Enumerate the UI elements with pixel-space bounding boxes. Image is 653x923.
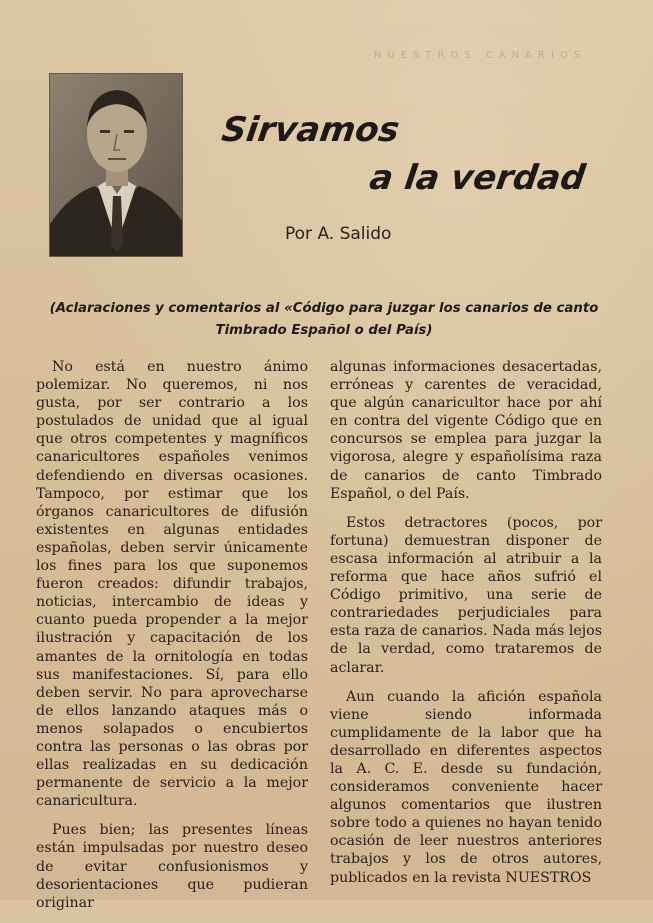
byline: Por A. Salido: [285, 224, 392, 244]
author-portrait: [49, 73, 183, 257]
paragraph: Aun cuando la afición española viene siendo informada cumplidamente de la labor que ha desarrollado en diferentes aspectos la A. C. E. desde su fundación, consideramos conveniente hacer algunos comentarios que ilustren sobre todo a quienes no hayan tenido ocasión de leer nuestros anteriores trabajos y los de otros autores, publicados en la revista NUESTROS: [330, 688, 602, 886]
article-title-line-2: a la verdad: [367, 158, 588, 198]
left-column: [36, 358, 308, 923]
paragraph: Pues bien; las presentes líneas están impulsadas por nuestro deseo de evitar confusionismos y desorientaciones que pudieran originar: [36, 822, 308, 911]
article-title-line-1: Sirvamos: [219, 110, 402, 150]
paragraph: algunas informaciones desacertadas, erróneas y carentes de veracidad, que algún canaricultor hace por ahí en contra del vigente Código que en concursos se emplea para juzgar la vigorosa, alegre y españolísima raza de canarios de canto Timbrado Español, o del País.: [330, 359, 602, 502]
bleed-through-header: NUESTROS CANARIOS: [373, 50, 587, 61]
paragraph: Estos detractores (pocos, por fortuna) demuestran disponer de escasa información al atribuir a la reforma que hace años sufrió el Código primitivo, una serie de contrariedades perjudiciales para esta raza de canarios. Nada más lejos de la verdad, como trataremos de aclarar.: [330, 514, 602, 676]
right-column: [330, 358, 602, 898]
paragraph: No está en nuestro ánimo polemizar. No queremos, ni nos gusta, por ser contrario a los postulados de unidad que al igual que otros competentes y magníficos canaricultores españoles venimos defendiendo en diversas ocasiones. Tampoco, por estimar que los órganos canaricultores de difusión existentes en algunas entidades españolas, deben servir únicamente los fines para los que suponemos fueron creados: difundir trabajos, noticias, intercambio de ideas y cuanto pueda propender a la mejor ilustración y capacitación de los amantes de la ornitología en todas sus manifestaciones. Sí, para ello deben servir. No para aprovecharse de ellos lanzando ataques más o menos solapados o encubiertos contra las personas o las obras por ellas realizadas en su dedicación permanente de servicio a la mejor canaricultura.: [36, 359, 308, 810]
article-subtitle: (Aclaraciones y comentarios al «Código para juzgar los canarios de canto Timbrado Español o del País): [49, 301, 599, 338]
